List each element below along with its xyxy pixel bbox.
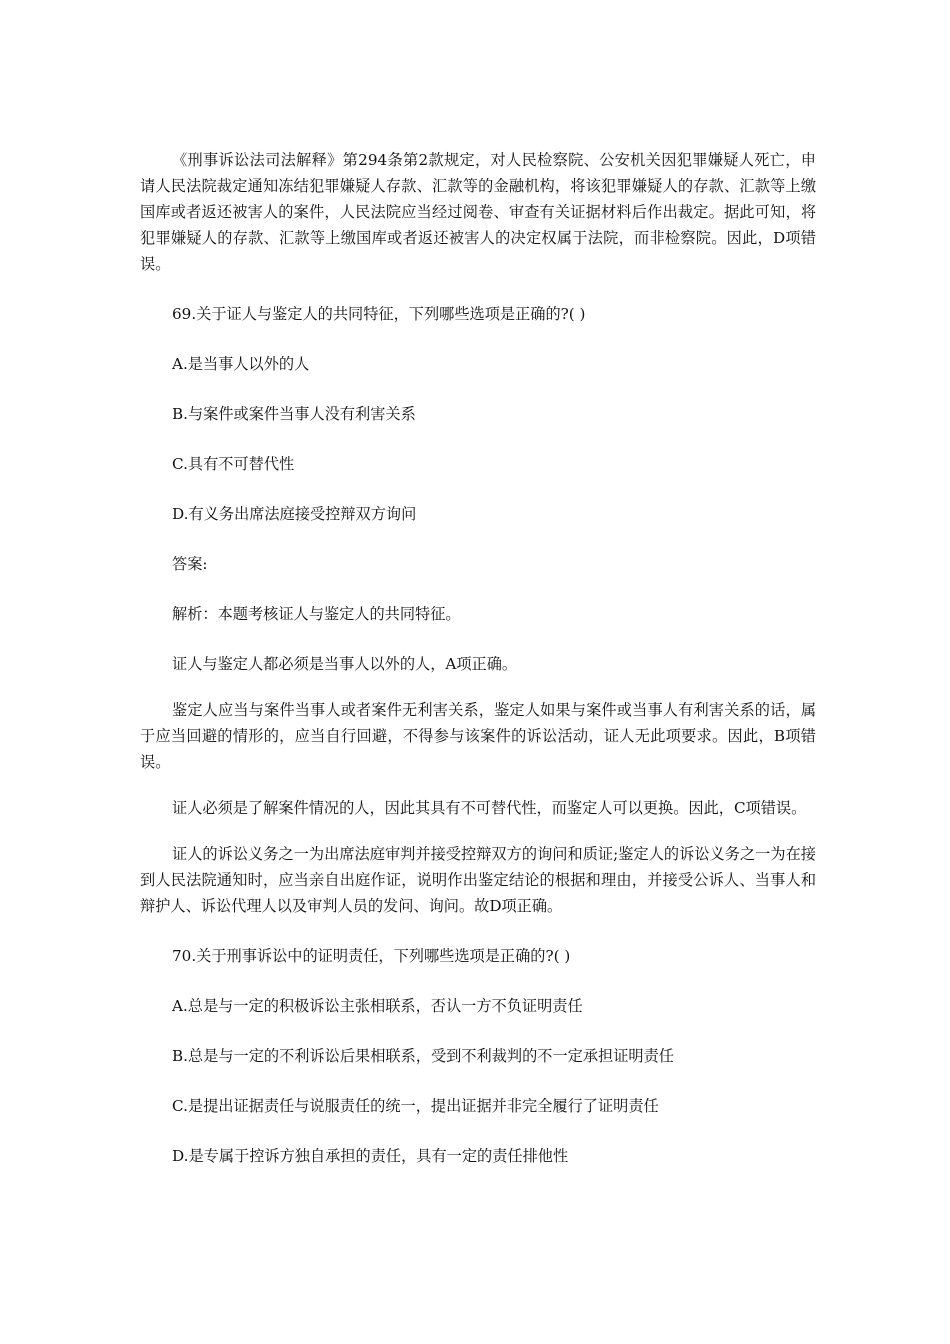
question-69: 69.关于证人与鉴定人的共同特征，下列哪些选项是正确的?( ): [172, 305, 586, 323]
analysis-c: 证人必须是了解案件情况的人，因此其具有不可替代性，而鉴定人可以更换。因此，C项错误。: [172, 799, 807, 817]
option-69-d: D.有义务出席法庭接受控辩双方询问: [172, 505, 417, 523]
document-body: [140, 147, 816, 1169]
analysis-d: 证人的诉讼义务之一为出席法庭审判并接受控辩双方的询问和质证;鉴定人的诉讼义务之一为在接到人民法院通知时，应当亲自出庭作证，说明作出鉴定结论的根据和理由，并接受公诉人、当事人和辩护人、诉讼代理人以及审判人员的发问、询问。故D项正确。: [140, 845, 816, 915]
analysis-intro: 解析：本题考核证人与鉴定人的共同特征。: [172, 605, 461, 623]
analysis-b: 鉴定人应当与案件当事人或者案件无利害关系，鉴定人如果与案件或当事人有利害关系的话，属于应当回避的情形的，应当自行回避，不得参与该案件的诉讼活动，证人无此项要求。因此，B项错误。: [140, 701, 816, 771]
paragraph-explanation-d: 《刑事诉讼法司法解释》第294条第2款规定，对人民检察院、公安机关因犯罪嫌疑人死亡，申请人民法院裁定通知冻结犯罪嫌疑人存款、汇款等的金融机构，将该犯罪嫌疑人的存款、汇款等上缴国库或者返还被害人的案件，人民法院应当经过阅卷、审查有关证据材料后作出裁定。据此可知，将犯罪嫌疑人的存款、汇款等上缴国库或者返还被害人的决定权属于法院，而非检察院。因此，D项错误。: [140, 151, 816, 273]
option-69-c: C.具有不可替代性: [172, 455, 295, 473]
option-69-b: B.与案件或案件当事人没有利害关系: [172, 405, 416, 423]
option-69-a: A.是当事人以外的人: [172, 355, 310, 373]
question-70: 70.关于刑事诉讼中的证明责任，下列哪些选项是正确的?( ): [172, 947, 571, 965]
option-70-c: C.是提出证据责任与说服责任的统一，提出证据并非完全履行了证明责任: [172, 1097, 659, 1115]
analysis-a: 证人与鉴定人都必须是当事人以外的人，A项正确。: [172, 655, 518, 673]
answer-label: 答案:: [172, 555, 208, 573]
option-70-a: A.总是与一定的积极诉讼主张相联系，否认一方不负证明责任: [172, 997, 583, 1015]
option-70-b: B.总是与一定的不利诉讼后果相联系，受到不利裁判的不一定承担证明责任: [172, 1047, 674, 1065]
option-70-d: D.是专属于控诉方独自承担的责任，具有一定的责任排他性: [172, 1147, 569, 1165]
